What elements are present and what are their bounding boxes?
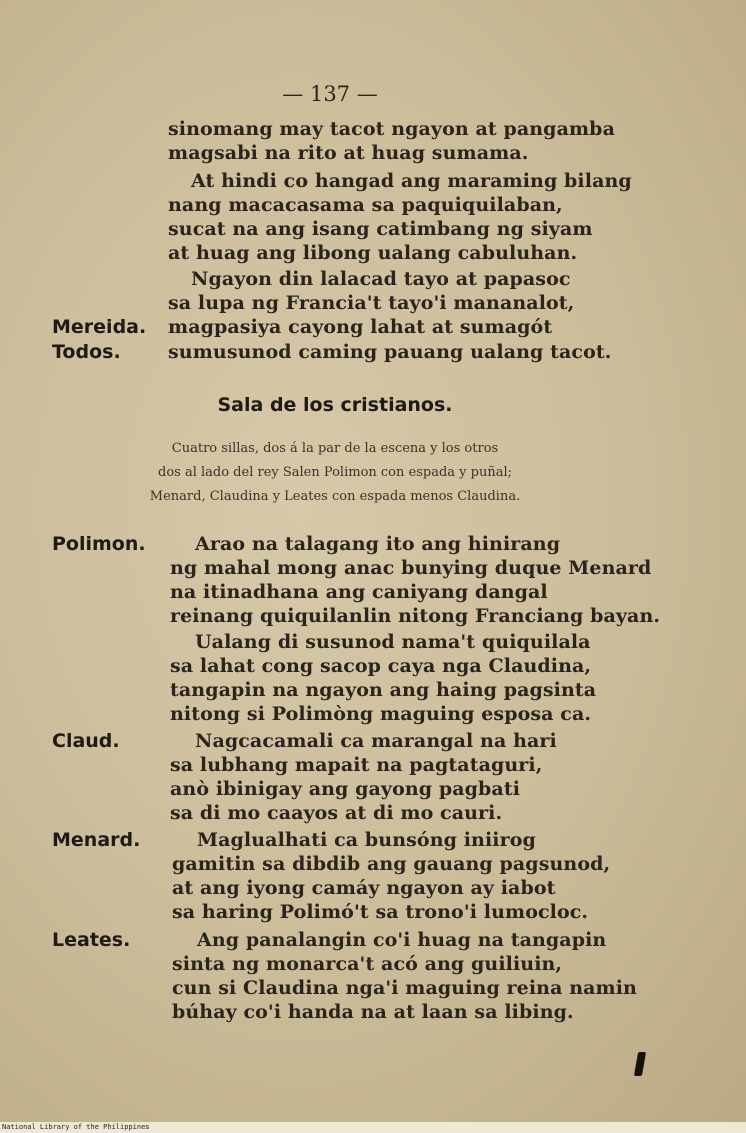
verse-line: sa lubhang mapait na pagtataguri, [170,754,543,776]
verse-line: At hindi co hangad ang maraming bilang [191,170,632,192]
verse-line: na itinadhana ang caniyang dangal [170,581,548,603]
verse-line: sucat na ang isang catimbang ng siyam [168,218,593,240]
verse-line: sa haring Polimó't sa trono'i lumocloc. [172,901,589,923]
stage-direction: Menard, Claudina y Leates con espada menos Claudina. [149,489,521,504]
verse-line: sa lahat cong sacop caya nga Claudina, [170,655,592,677]
verse-line: sumusunod caming pauang ualang tacot. [168,341,612,363]
speaker-polimon: Polimon. [52,533,146,555]
speaker-mereida: Mereida. [52,316,147,338]
verse-line: Ualang di susunod nama't quiquilala [195,631,591,653]
speaker-menard: Menard. [52,829,141,851]
verse-line: sinomang may tacot ngayon at pangamba [168,118,615,140]
verse-line: at huag ang libong ualang cabuluhan. [168,242,578,264]
page-number: — 137 — [282,82,378,106]
verse-line: Nagcacamali ca marangal na hari [195,730,557,752]
verse-line: ng mahal mong anac bunying duque Menard [170,557,652,579]
stage-direction: Cuatro sillas, dos á la par de la escena y los otros [171,441,499,456]
verse-line: sa lupa ng Francia't tayo'i mananalot, [168,292,575,314]
verse-line: tangapin na ngayon ang haing pagsinta [170,679,597,701]
speaker-claud: Claud. [52,730,120,752]
verse-line: magsabi na rito at huag sumama. [168,142,529,164]
verse-line: búhay co'i handa na at laan sa libing. [172,1001,574,1023]
verse-line: magpasiya cayong lahat at sumagót [168,316,553,338]
verse-line: nitong si Polimòng maguing esposa ca. [170,703,592,725]
verse-line: cun si Claudina nga'i maguing reina namin [172,977,637,999]
stage-direction: dos al lado del rey Salen Polimon con espada y puñal; [158,465,512,480]
verse-line: Ang panalangin co'i huag na tangapin [197,929,607,951]
verse-line: Arao na talagang ito ang hinirang [195,533,561,555]
verse-line: at ang iyong camáy ngayon ay iabot [172,877,556,899]
verse-line: reinang quiquilanlin nitong Franciang bayan. [170,605,661,627]
verse-line: gamitin sa dibdib ang gauang pagsunod, [172,853,611,875]
verse-line: anò ibinigay ang gayong pagbati [170,778,521,800]
library-footer: National Library of the Philippines [2,1123,150,1131]
verse-line: Maglualhati ca bunsóng iniirog [197,829,536,851]
verse-line: sa di mo caayos at di mo cauri. [170,802,503,824]
ink-mark [634,1052,646,1076]
verse-line: Ngayon din lalacad tayo at papasoc [191,268,571,290]
verse-line: sinta ng monarca't acó ang guiliuin, [172,953,563,975]
verse-line: nang macacasama sa paquiquilaban, [168,194,563,216]
speaker-todos: Todos. [52,341,121,363]
scene-heading: Sala de los cristianos. [217,394,453,416]
speaker-leates: Leates. [52,929,131,951]
